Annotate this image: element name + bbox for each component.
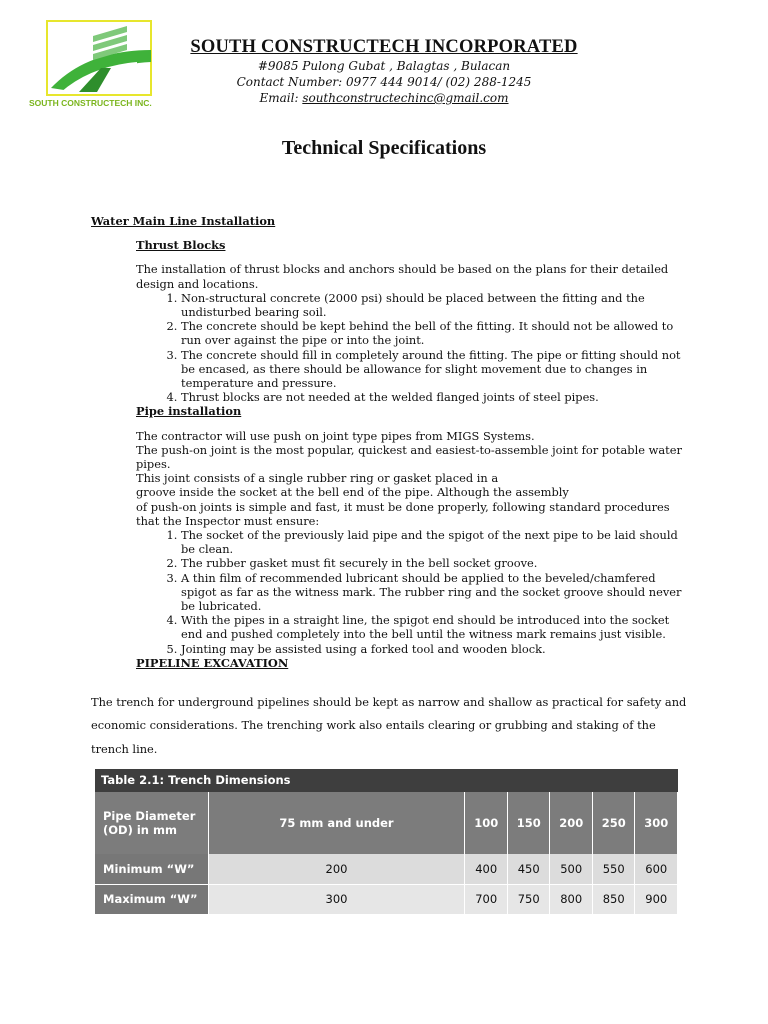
- column-header: 150: [507, 792, 550, 854]
- section-heading-excavation: PIPELINE EXCAVATION: [136, 655, 289, 670]
- email-label: Email:: [259, 91, 303, 105]
- table-cell: 700: [465, 884, 508, 914]
- table-cell: 500: [550, 854, 593, 884]
- column-header: 75 mm and under: [208, 792, 465, 854]
- spec-content: [91, 214, 691, 670]
- list-item: 1. Non-structural concrete (2000 psi) should be placed between the fitting and the undisturbed bearing soil.: [181, 291, 691, 319]
- letterhead: [150, 36, 618, 106]
- column-header: 200: [550, 792, 593, 854]
- company-name: SOUTH CONSTRUCTECH INCORPORATED: [190, 37, 578, 57]
- row-label: Maximum “W”: [95, 884, 208, 914]
- section-heading-water-main: Water Main Line Installation: [91, 214, 276, 228]
- company-email-line: [150, 90, 618, 106]
- table-cell: 750: [507, 884, 550, 914]
- list-item: 2. The concrete should be kept behind the bell of the fitting. It should not be allowed to run over against the pipe or into the joint.: [181, 319, 691, 347]
- list-item: 5. Jointing may be assisted using a forked tool and wooden block.: [181, 642, 691, 656]
- table-cell: 400: [465, 854, 508, 884]
- email-link[interactable]: southconstructechinc@gmail.com: [302, 91, 509, 105]
- list-item: 2. The rubber gasket must fit securely in the bell socket groove.: [181, 556, 691, 570]
- table-cell: 900: [635, 884, 678, 914]
- table-cell: 800: [550, 884, 593, 914]
- list-item: 1. The socket of the previously laid pipe and the spigot of the next pipe to be laid should be clean.: [181, 528, 691, 556]
- document-title: Technical Specifications: [281, 137, 487, 159]
- pipe-installation-p3a: This joint consists of a single rubber ring or gasket placed in a: [136, 471, 499, 486]
- table-row: [95, 854, 678, 884]
- table-header-label: Pipe Diameter (OD) in mm: [95, 792, 208, 854]
- thrust-blocks-list: [136, 291, 691, 405]
- pipe-installation-p1: The contractor will use push on joint type pipes from MIGS Systems.: [136, 428, 535, 443]
- company-address: #9085 Pulong Gubat , Balagtas , Bulacan: [257, 59, 511, 73]
- list-item: 3. A thin film of recommended lubricant should be applied to the beveled/chamfered spigot as far as the witness mark. The rubber ring and the socket groove should never be lubricated.: [181, 571, 691, 614]
- table-cell: 300: [208, 884, 465, 914]
- company-logo: [27, 20, 169, 112]
- pipe-installation-list: [136, 528, 691, 656]
- table-cell: 450: [507, 854, 550, 884]
- list-item: 3. The concrete should fill in completely around the fitting. The pipe or fitting should not be encased, as there should be allowance for slight movement due to changes in temperature and pressure.: [181, 348, 691, 391]
- logo-graphic: [27, 20, 169, 112]
- table-caption: Table 2.1: Trench Dimensions: [95, 769, 678, 792]
- subsection-heading-thrust-blocks: Thrust Blocks: [136, 238, 226, 253]
- list-item: 4. Thrust blocks are not needed at the welded flanged joints of steel pipes.: [181, 390, 691, 404]
- column-header: 250: [592, 792, 635, 854]
- logo-text: SOUTH CONSTRUCTECH INC.: [29, 98, 152, 108]
- thrust-blocks-intro: The installation of thrust blocks and anchors should be based on the plans for their detailed design and locations.: [136, 262, 669, 291]
- subsection-heading-pipe-installation: Pipe installation: [136, 404, 242, 419]
- column-header: 100: [465, 792, 508, 854]
- table-row: [95, 884, 678, 914]
- column-header: 300: [635, 792, 678, 854]
- table-cell: 850: [592, 884, 635, 914]
- pipe-installation-p3c: of push-on joints is simple and fast, it must be done properly, following standard procedures that the Inspector must ensure:: [136, 499, 670, 528]
- trench-dimensions-table: [95, 769, 678, 914]
- table-cell: 600: [635, 854, 678, 884]
- table-cell: 200: [208, 854, 465, 884]
- excavation-text: The trench for underground pipelines should be kept as narrow and shallow as practical for safety and economic considerations. The trenching work also entails clearing or grubbing and staking of the trench line.: [91, 695, 687, 756]
- row-label: Minimum “W”: [95, 854, 208, 884]
- table-cell: 550: [592, 854, 635, 884]
- pipe-installation-p3b: groove inside the socket at the bell end of the pipe. Although the assembly: [136, 485, 569, 500]
- company-contact: Contact Number: 0977 444 9014/ (02) 288-1245: [236, 75, 532, 89]
- pipe-installation-p2: The push-on joint is the most popular, quickest and easiest-to-assemble joint for potable water pipes.: [136, 442, 682, 472]
- list-item: 4. With the pipes in a straight line, the spigot end should be introduced into the socket end and pushed completely into the bell until the witness mark remains just visible.: [181, 613, 691, 641]
